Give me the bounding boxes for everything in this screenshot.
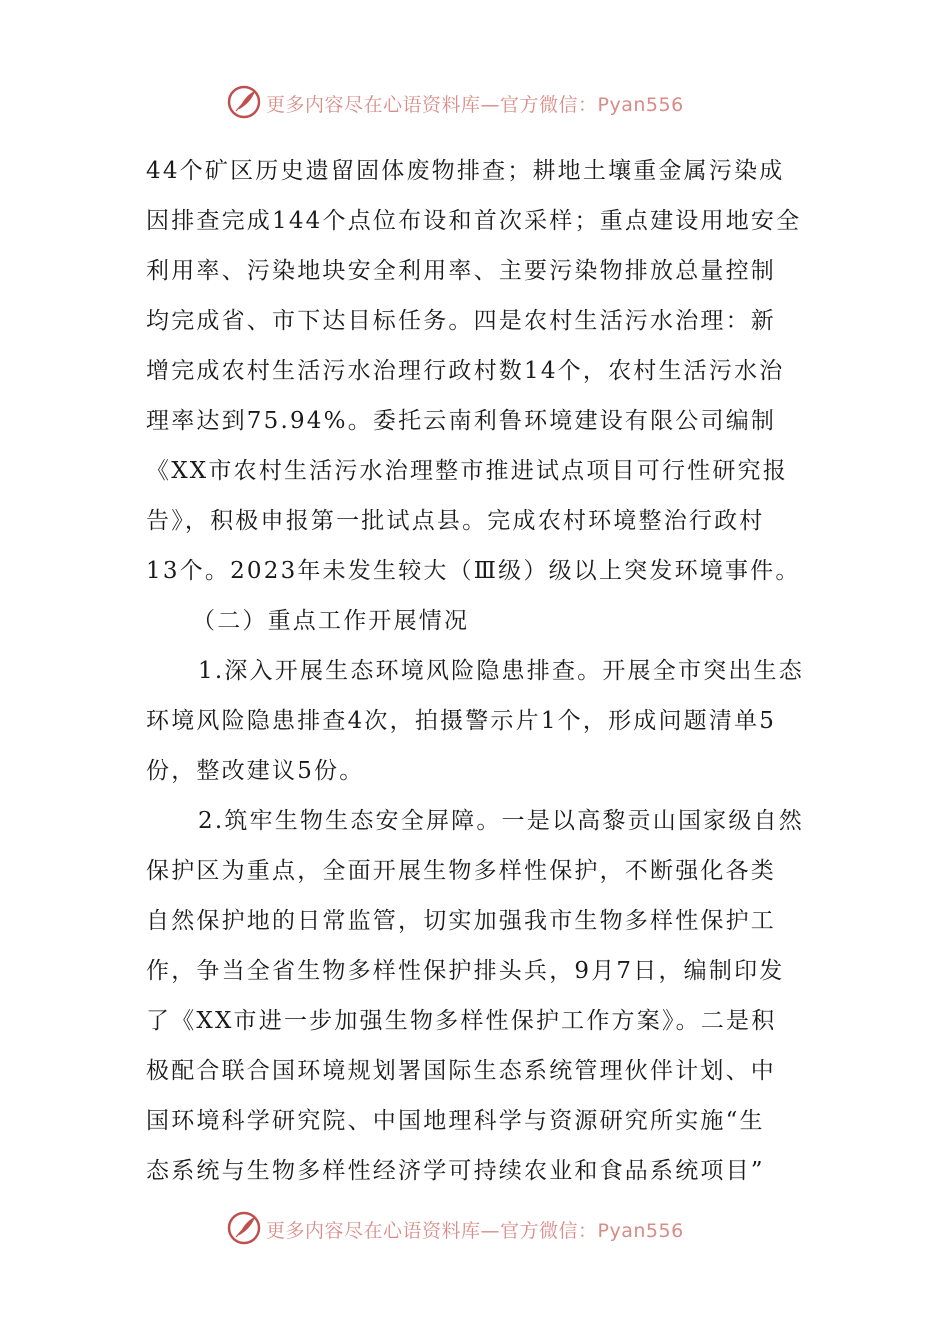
paragraph-line: 13个。2023年未发生较大（Ⅲ级）级以上突发环境事件。 xyxy=(146,558,801,584)
document-body xyxy=(146,146,806,1196)
watermark-text: 更多内容尽在心语资料库—官方微信：Pyan556 xyxy=(266,94,684,116)
paragraph-line: 1.深入开展生态环境风险隐患排查。开展全市突出生态 xyxy=(198,658,804,684)
paragraph-line: 44个矿区历史遗留固体废物排查；耕地土壤重金属污染成 xyxy=(146,158,785,184)
paragraph-line: 均完成省、市下达目标任务。四是农村生活污水治理：新 xyxy=(146,308,776,334)
paragraph-line: 告》，积极申报第一批试点县。完成农村环境整治行政村 xyxy=(146,508,765,534)
paragraph-line: 份，整改建议5份。 xyxy=(146,758,365,784)
paragraph-line: 自然保护地的日常监管，切实加强我市生物多样性保护工 xyxy=(146,908,776,934)
paragraph-line: 保护区为重点，全面开展生物多样性保护，不断强化各类 xyxy=(146,858,776,884)
paragraph-line: 环境风险隐患排查4次，拍摄警示片1个，形成问题清单5 xyxy=(146,708,777,734)
paragraph-line: 极配合联合国环境规划署国际生态系统管理伙伴计划、中 xyxy=(146,1058,776,1084)
paragraph-line: 国环境科学研究院、中国地理科学与资源研究所实施“生 xyxy=(146,1108,765,1134)
paragraph-line: 增完成农村生活污水治理行政村数14个，农村生活污水治 xyxy=(146,358,785,384)
paragraph-line: 态系统与生物多样性经济学可持续农业和食品系统项目” xyxy=(146,1158,765,1184)
quill-logo-icon xyxy=(226,84,262,120)
quill-logo-icon xyxy=(226,1210,262,1246)
paragraph-line: 2.筑牢生物生态安全屏障。一是以高黎贡山国家级自然 xyxy=(198,808,804,834)
header-watermark-banner xyxy=(0,84,950,124)
watermark-text: 更多内容尽在心语资料库—官方微信：Pyan556 xyxy=(266,1220,684,1242)
paragraph-line: 了《XX市进一步加强生物多样性保护工作方案》。二是积 xyxy=(146,1008,777,1034)
paragraph-line: 《XX市农村生活污水治理整市推进试点项目可行性研究报 xyxy=(146,458,788,484)
section-heading: （二）重点工作开展情况 xyxy=(192,608,470,634)
paragraph-line: 作，争当全省生物多样性保护排头兵，9月7日，编制印发 xyxy=(146,958,785,984)
paragraph-line: 理率达到75.94%。委托云南利鲁环境建设有限公司编制 xyxy=(146,408,777,434)
footer-watermark-banner xyxy=(0,1210,950,1250)
paragraph-line: 因排查完成144个点位布设和首次采样；重点建设用地安全 xyxy=(146,208,802,234)
paragraph-line: 利用率、污染地块安全利用率、主要污染物排放总量控制 xyxy=(146,258,776,284)
